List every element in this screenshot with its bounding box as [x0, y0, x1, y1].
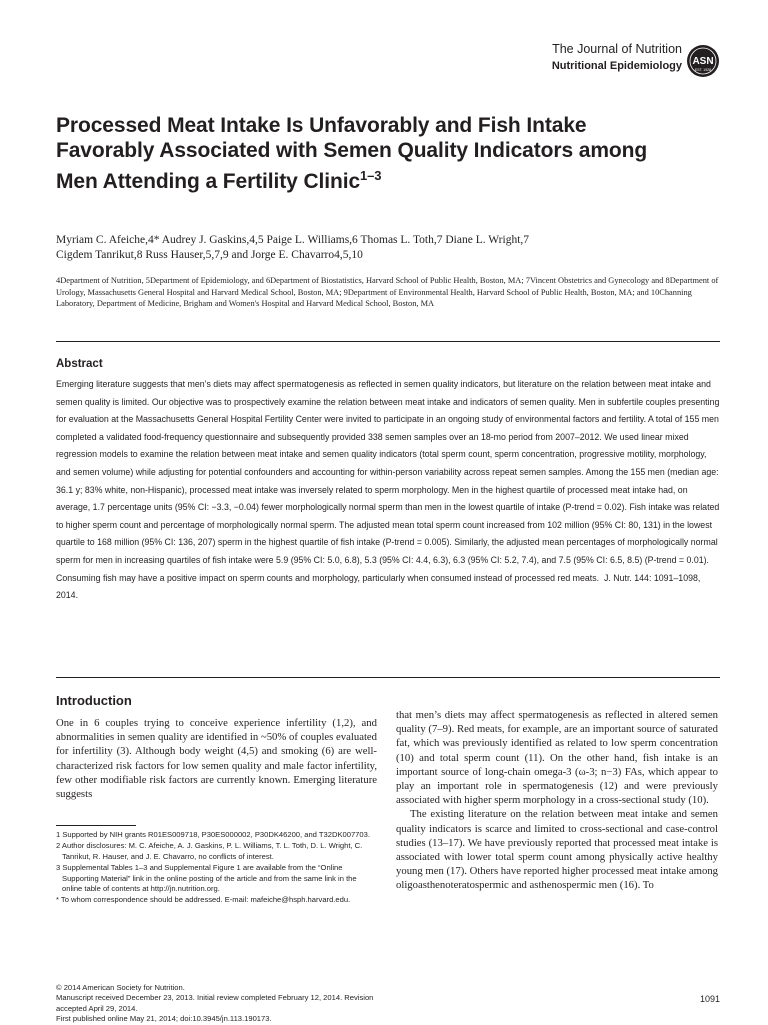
authors-line-2: Cigdem Tanrikut,8 Russ Hauser,5,7,9 and Jorge E. Chavarro4,5,10 — [56, 249, 363, 261]
abstract-text: Emerging literature suggests that men’s diets may affect spermatogenesis as reflected in semen quality indicators, but literature on the relation between meat intake and semen quality is limited. Our objective was to prospectively examine the relation between meat intake and indicators of semen quality. Men in subfertile couples presenting for evaluation at the Massachusetts General Hospital Fertility Center were invited to participate in an ongoing study of environmental factors and fertility. A total of 155 men completed a validated food-frequency questionnaire and subsequently provided 338 semen samples over an 18-mo period from 2007–2012. We used linear mixed regression models to examine the relation between meat intake and semen quality indicators (total sperm count, sperm concentration, progressive motility, morphology, and semen volume) while adjusting for potential confounders and accounting for within-person variability across repeat semen samples. Among the 155 men (median age: 36.1 y; 83% white, non-Hispanic), processed meat intake was inversely related to sperm morphology. Men in the highest quartile of processed meat intake had, on average, 1.7 percentage units (95% CI: −3.3, −0.04) fewer morphologically normal sperm than men in the lowest quartile of intake (P-trend = 0.02). Fish intake was related to higher sperm count and percentage of morphologically normal sperm. The adjusted mean total sperm count increased from 102 million (95% CI: 80, 131) in the lowest quartile to 168 million (95% CI: 136, 207) sperm in the highest quartile of fish intake (P-trend = 0.005). Similarly, the adjusted mean percentages of morphologically normal sperm for men in increasing quartiles of fish intake were 5.9 (95% CI: 5.0, 6.8), 5.3 (95% CI: 4.4, 6.3), 6.3 (95% CI: 5.2, 7.4), and 7.5 (95% CI: 6.5, 8.5) (P-trend = 0.01). Consuming fish may have a positive impact on sperm counts and morphology, particularly when consumed instead of processed red meats. — [56, 379, 720, 583]
journal-name: The Journal of Nutrition — [552, 42, 682, 56]
copyright: © 2014 American Society for Nutrition. — [56, 983, 185, 992]
publication-date: First published online May 21, 2014; doi:10.3945/jn.113.190173. — [56, 1014, 272, 1024]
title-text: Processed Meat Intake Is Unfavorably and Fish Intake Favorably Associated with Semen Quality Indicators among Men Attending a Fertility Clinic — [56, 114, 648, 193]
affiliations: 4Department of Nutrition, 5Department of Epidemiology, and 6Department of Biostatistics, Harvard School of Public Health, Boston, MA; 7Vincent Obstetrics and Gynecology and 8Department of Urology, Massachusetts General Hospital and Harvard Medical School, Boston, MA; 9Department of Environmental Health, Harvard School of Public Health, Boston, MA; and 10Channing Laboratory, Department of Medicine, Brigham and Women's Hospital and Harvard Medical School, Boston, MA — [56, 276, 719, 308]
title-footnote-marks: 1–3 — [360, 168, 382, 183]
abstract-citation: J. Nutr. 144: 1091–1098, 2014. — [56, 572, 701, 601]
journal-header — [552, 42, 682, 72]
publication-info — [56, 983, 386, 1025]
footnote-item: * To whom correspondence should be addressed. E-mail: mafeiche@hsph.harvard.edu. — [56, 895, 351, 905]
footnote-rule — [56, 825, 136, 826]
abstract-bottom-rule — [56, 677, 720, 678]
asn-logo-subtext: EST. 1928 — [694, 68, 712, 72]
footnote-item: 3 Supplemental Tables 1–3 and Supplemental Figure 1 are available from the “Online Supporting Material” link in the online posting of the article and from the same link in the online table of contents at http://jn.nutrition.org. — [56, 863, 357, 894]
page-number: 1091 — [699, 994, 720, 1004]
abstract-top-rule — [56, 341, 720, 342]
intro-column-left: One in 6 couples trying to conceive experience infertility (1,2), and abnormalities in semen quality are identified in ~50% of couples evaluated for infertility (3). Although body weight (4,5) and smoking (6) are well-characterized risk factors for low semen quality and male factor infertility, few other modifiable risk factors are currently known. Emerging literature suggests — [56, 717, 377, 801]
asn-logo-text: ASN — [692, 56, 714, 67]
footnotes — [56, 830, 377, 907]
asn-logo — [686, 44, 720, 78]
article-title — [56, 113, 656, 194]
authors-line-1: Myriam C. Afeiche,4* Audrey J. Gaskins,4,5 Paige L. Williams,6 Thomas L. Toth,7 Diane L. Wright,7 — [56, 234, 530, 246]
intro-column-right — [396, 708, 718, 893]
intro-paragraph: that men’s diets may affect spermatogenesis as reflected in altered semen quality (7–9). Red meats, for example, are an important source of saturated fat, which was previously identified as related to low sperm concentration (10) and total sperm count (11). On the other hand, fish intake is an important source of long-chain omega-3 (ω-3; n−3) FAs, which appear to play an important role in spermatogenesis (12) and were previously associated with higher sperm morphology in a cross-sectional study (10). — [396, 709, 718, 807]
abstract-body — [56, 376, 720, 605]
journal-section: Nutritional Epidemiology — [551, 60, 682, 72]
intro-paragraph: The existing literature on the relation between meat intake and semen quality indicators is scarce and limited to cross-sectional and case-control studies (13–17). We have previously reported that processed meat intake is associated with lower total sperm count among physically active healthy young men (17). Others have reported higher processed meat intake among oligoasthenoteratospermic and asthenospermic men (16). To — [396, 808, 719, 892]
footnote-item: 1 Supported by NIH grants R01ES009718, P30ES000002, P30DK46200, and T32DK007703. — [56, 830, 370, 839]
footnote-item: 2 Author disclosures: M. C. Afeiche, A. J. Gaskins, P. L. Williams, T. L. Toth, D. L. Wright, C. Tanrikut, R. Hauser, and J. E. Chavarro, no conflicts of interest. — [56, 841, 363, 861]
author-list — [56, 233, 716, 263]
abstract-heading: Abstract — [56, 358, 103, 370]
manuscript-dates: Manuscript received December 23, 2013. Initial review completed February 12, 2014. Revision accepted April 29, 2014. — [56, 993, 374, 1013]
introduction-heading: Introduction — [56, 693, 132, 708]
